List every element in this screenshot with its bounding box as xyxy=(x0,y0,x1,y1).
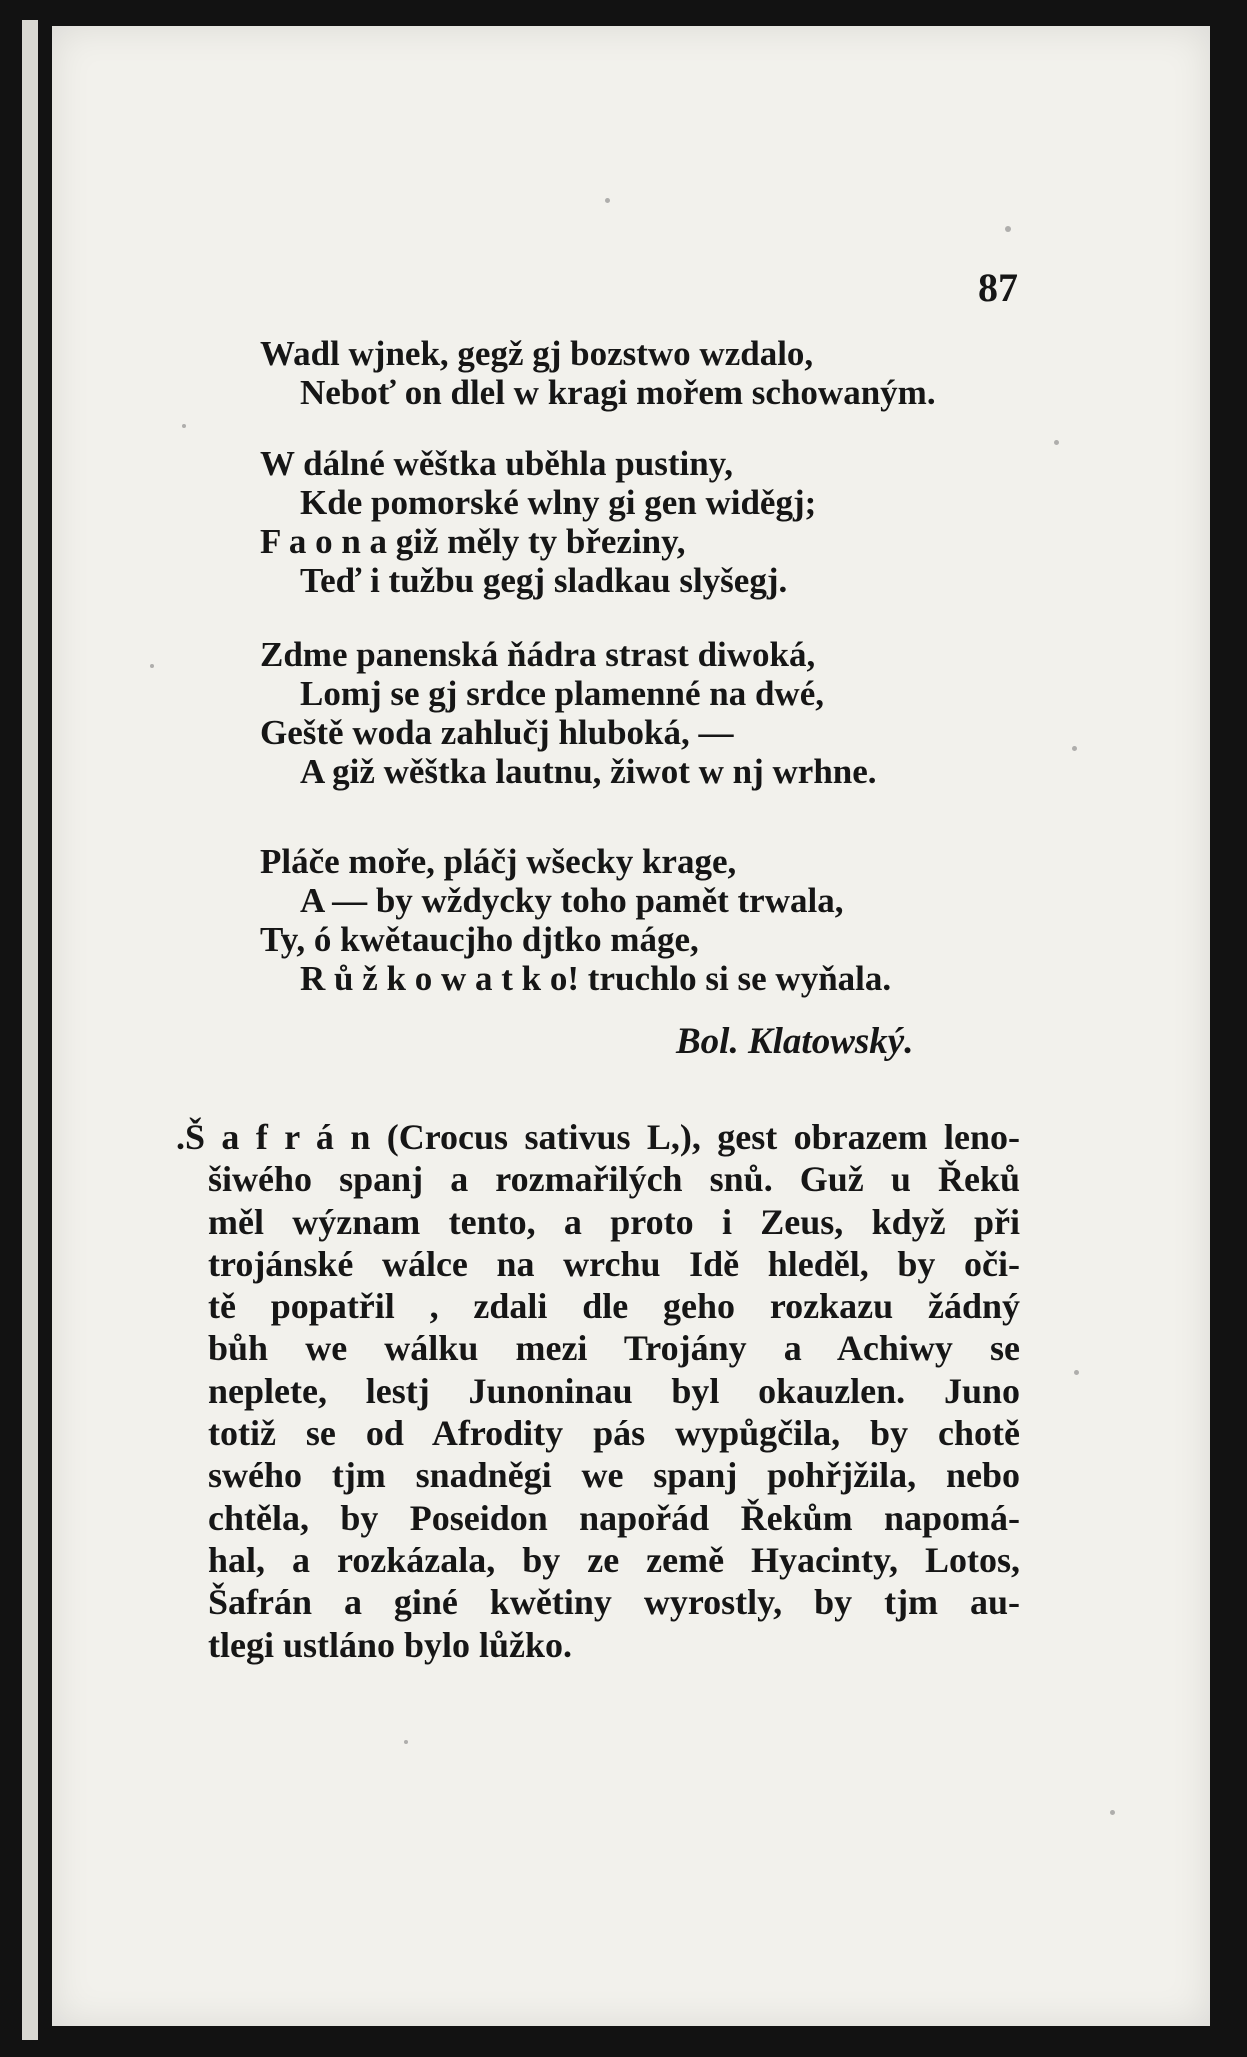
paragraph-line: .Š a f r á n (Crocus sativus L,), gest obrazem leno- xyxy=(176,1117,1020,1157)
book-page xyxy=(52,26,1210,2026)
paragraph-line: tě popatřil , zdali dle geho rozkazu žádný xyxy=(208,1286,1020,1327)
paragraph-line: měl wýznam tento, a proto i Zeus, když při xyxy=(208,1201,1020,1242)
poem-line: Neboť on dlel w kragi mořem schowaným. xyxy=(300,373,936,412)
paragraph-line: hal, a rozkázala, by ze země Hyacinty, Lotos, xyxy=(208,1539,1020,1580)
paragraph-line: trojánské wálce na wrchu Idě hleděl, by oči- xyxy=(208,1243,1020,1284)
paper-speck xyxy=(404,1740,408,1744)
poem-line: Wadl wjnek, gegž gj bozstwo wzdalo, xyxy=(260,334,814,373)
poem-line: A giž wěštka lautnu, žiwot w nj wrhne. xyxy=(300,752,877,791)
paragraph-line: totiž se od Afrodity pás wypůgčila, by chotě xyxy=(208,1413,1020,1454)
paragraph-line: swého tjm snadněgi we spanj pohřjžila, nebo xyxy=(208,1455,1020,1496)
paper-speck xyxy=(1072,746,1077,751)
paragraph-line: šiwého spanj a rozmařilých snů. Guž u Řeků xyxy=(208,1159,1020,1200)
paper-speck xyxy=(150,664,154,668)
poem-line: Pláče moře, pláčj wšecky krage, xyxy=(260,842,737,881)
paragraph-line: tlegi ustláno bylo lůžko. xyxy=(208,1624,573,1665)
poem-line: R ů ž k o w a t k o! truchlo si se wyňala. xyxy=(300,959,892,998)
poem-line: Zdme panenská ňádra strast diwoká, xyxy=(260,635,816,674)
paper-speck xyxy=(182,424,186,428)
poem-signature: Bol. Klatowský. xyxy=(676,1021,914,1062)
poem-line: Teď i tužbu gegj sladkau slyšegj. xyxy=(300,561,788,600)
poem-line: Lomj se gj srdce plamenné na dwé, xyxy=(300,674,824,713)
poem-line: A — by wždycky toho pamět trwala, xyxy=(300,881,844,920)
paper-speck xyxy=(1005,226,1011,232)
paragraph-line: bůh we wálku mezi Trojány a Achiwy se xyxy=(208,1328,1020,1369)
paper-speck xyxy=(1074,1370,1079,1375)
poem-line: Ty, ó kwětaucjho djtko máge, xyxy=(260,920,699,959)
paper-speck xyxy=(605,198,610,203)
paragraph-line: neplete, lestj Junoninau byl okauzlen. Juno xyxy=(208,1370,1020,1411)
poem-line: W dálné wěštka uběhla pustiny, xyxy=(260,444,733,483)
poem-line: Kde pomorské wlny gi gen widěgj; xyxy=(300,483,817,522)
paragraph-line: chtěla, by Poseidon napořád Řekům napomá- xyxy=(208,1497,1020,1538)
paper-speck xyxy=(1054,440,1059,445)
paragraph-line: Šafrán a giné kwětiny wyrostly, by tjm au- xyxy=(208,1582,1020,1623)
facing-page-edge xyxy=(22,20,38,2040)
prose-paragraph xyxy=(176,1116,1020,1666)
page-number: 87 xyxy=(978,265,1018,310)
poem-stanza xyxy=(260,635,877,791)
poem-stanza xyxy=(260,444,816,600)
poem-stanza xyxy=(260,842,891,998)
paper-speck xyxy=(1110,1810,1115,1815)
poem-line: F a o n a giž měly ty březiny, xyxy=(260,522,686,561)
poem-stanza xyxy=(260,334,936,412)
poem-line: Geště woda zahlučj hluboká, — xyxy=(260,713,734,752)
